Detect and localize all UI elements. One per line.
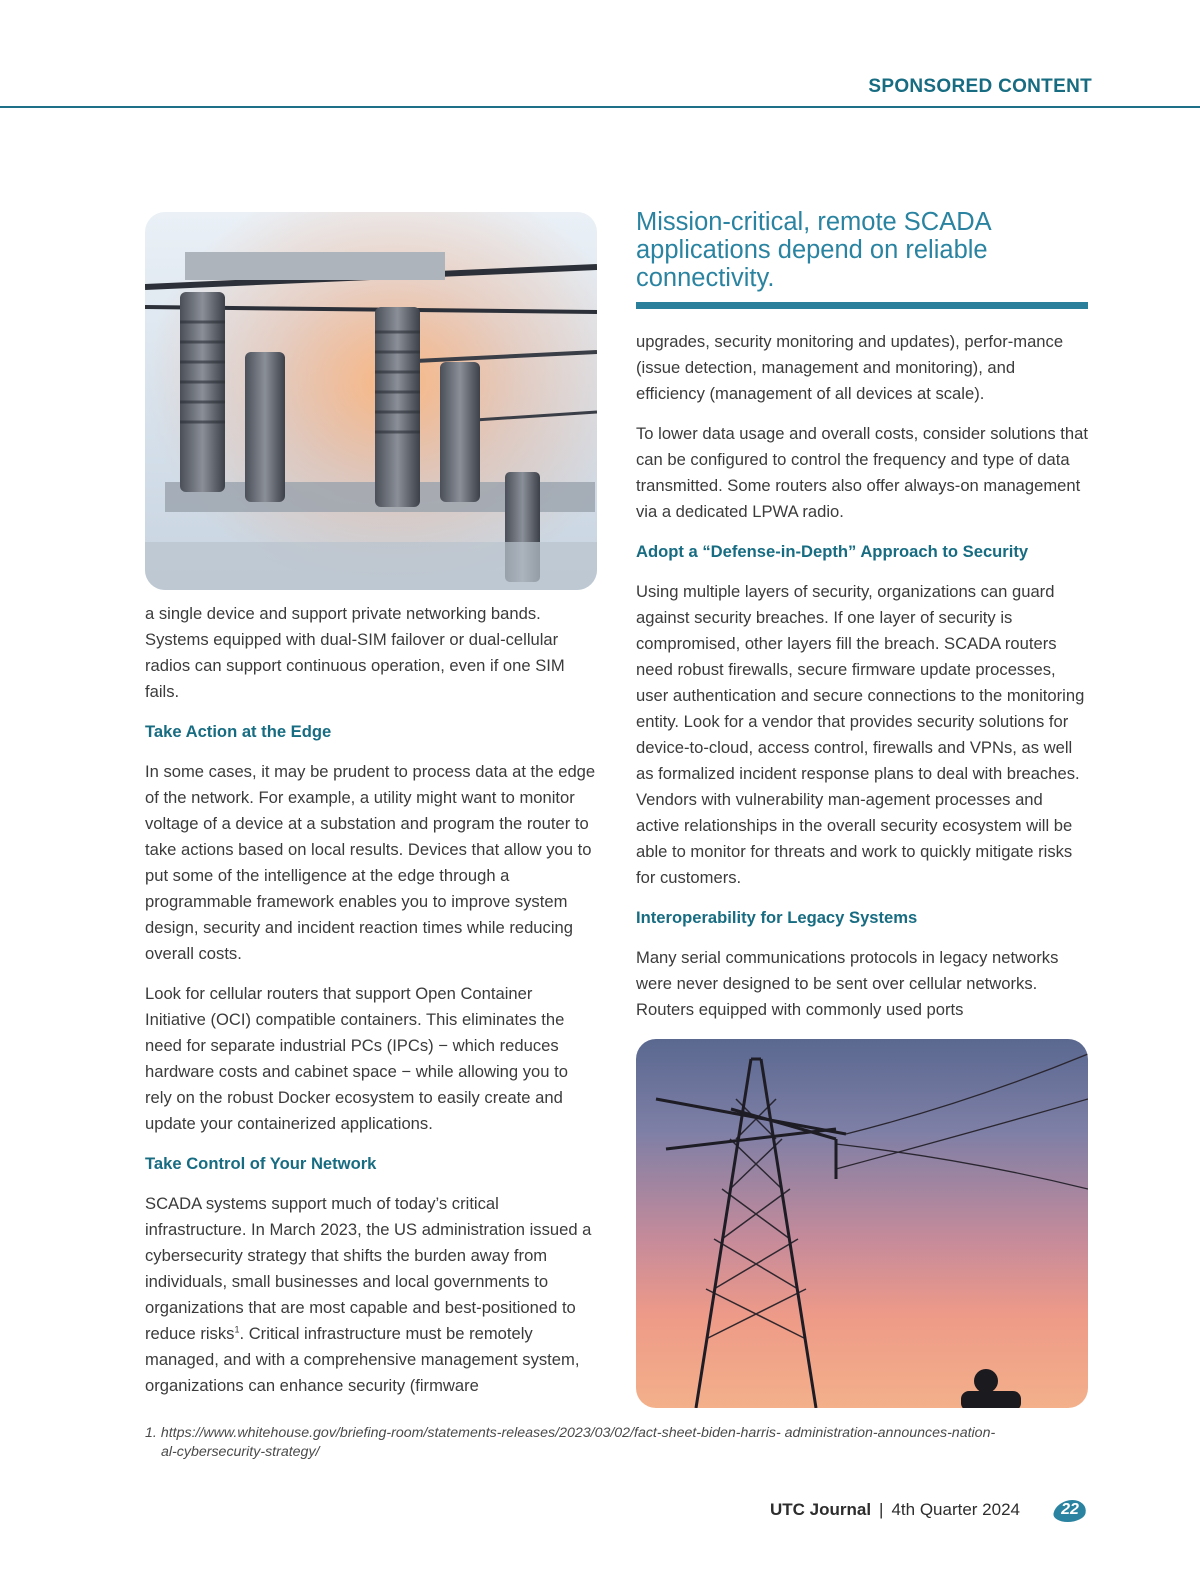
issue-label: 4th Quarter 2024 <box>891 1500 1020 1519</box>
paragraph-part: . Critical infrastructure must be remotely managed, and with a comprehensive management system, organizations can enhance security (firmware <box>145 1324 580 1395</box>
header-divider <box>0 106 1200 108</box>
page-number: 22 <box>1061 1501 1079 1518</box>
paragraph: To lower data usage and overall costs, consider solutions that can be configured to control the frequency and type of data transmitted. Some routers also offer always-on management via a dedicated LPWA radio. <box>636 424 1088 521</box>
section-heading-legacy: Interoperability for Legacy Systems <box>636 908 918 927</box>
page-footer <box>770 1500 1020 1520</box>
section-heading-defense: Adopt a “Defense-in-Depth” Approach to Security <box>636 542 1029 561</box>
paragraph: a single device and support private networking bands. Systems equipped with dual-SIM failover or dual-cellular radios can support continuous operation, even if one SIM fails. <box>145 604 565 701</box>
footnote-url-continued[interactable]: al-cybersecurity-strategy/ <box>161 1444 320 1460</box>
paragraph <box>145 1191 597 1399</box>
footnote-number: 1. <box>145 1425 157 1441</box>
section-heading-edge: Take Action at the Edge <box>145 722 332 741</box>
footer-separator: | <box>879 1500 884 1519</box>
paragraph: Using multiple layers of security, organizations can guard against security breaches. If one layer of security is compromised, other layers fill the breach. SCADA routers need robust firewalls, secure firmware update processes, user authentication and secure connections to the monitoring entity. Look for a vendor that provides security solutions for device-to-cloud, access control, firewalls and VPNs, as well as formalized incident response plans to deal with breaches. Vendors with vulnerability man-agement processes and active relationships in the overall security ecosystem will be able to monitor for threats and work to quickly mitigate risks for customers. <box>636 582 1085 887</box>
sponsored-content-label: SPONSORED CONTENT <box>868 76 1092 97</box>
footnote-ref: 1 <box>234 1324 240 1335</box>
paragraph-part: SCADA systems support much of today’s critical infrastructure. In March 2023, the US administration issued a cybersecurity strategy that shifts the burden away from individuals, small businesses and local governments to organizations that are most capable and best-positioned to reduce risks <box>145 1194 592 1343</box>
paragraph: upgrades, security monitoring and updates), perfor-mance (issue detection, management and monitoring), and efficiency (management of all devices at scale). <box>636 332 1064 403</box>
left-column <box>145 601 597 1413</box>
footnote-url[interactable]: https://www.whitehouse.gov/briefing-room/statements-releases/2023/03/02/fact-sheet-biden-harris- administration-announces-nation- <box>160 1425 996 1441</box>
section-heading-control: Take Control of Your Network <box>145 1154 377 1173</box>
paragraph: Many serial communications protocols in legacy networks were never designed to be sent over cellular networks. Routers equipped with commonly used ports <box>636 948 1059 1019</box>
paragraph: Look for cellular routers that support Open Container Initiative (OCI) compatible containers. This eliminates the need for separate industrial PCs (IPCs) − which reduces hardware costs and cabinet space − while allowing you to rely on the robust Docker ecosystem to easily create and update your containerized applications. <box>145 984 568 1133</box>
right-column <box>636 329 1088 1037</box>
paragraph: In some cases, it may be prudent to process data at the edge of the network. For example, a utility might want to monitor voltage of a device at a substation and program the router to take actions based on local results. Devices that allow you to put some of the intelligence at the edge through a programmable framework enables you to improve system design, security and incident reaction times while reducing overall costs. <box>145 762 596 963</box>
pull-quote-rule <box>636 302 1088 309</box>
transmission-tower-photo <box>636 1039 1088 1408</box>
substation-insulators-photo <box>145 212 597 590</box>
pull-quote: Mission-critical, remote SCADA applications depend on reliable connectivity. <box>636 208 991 292</box>
footnote <box>145 1424 1090 1462</box>
page-number-badge <box>1054 1500 1086 1522</box>
journal-name: UTC Journal <box>769 1500 872 1519</box>
